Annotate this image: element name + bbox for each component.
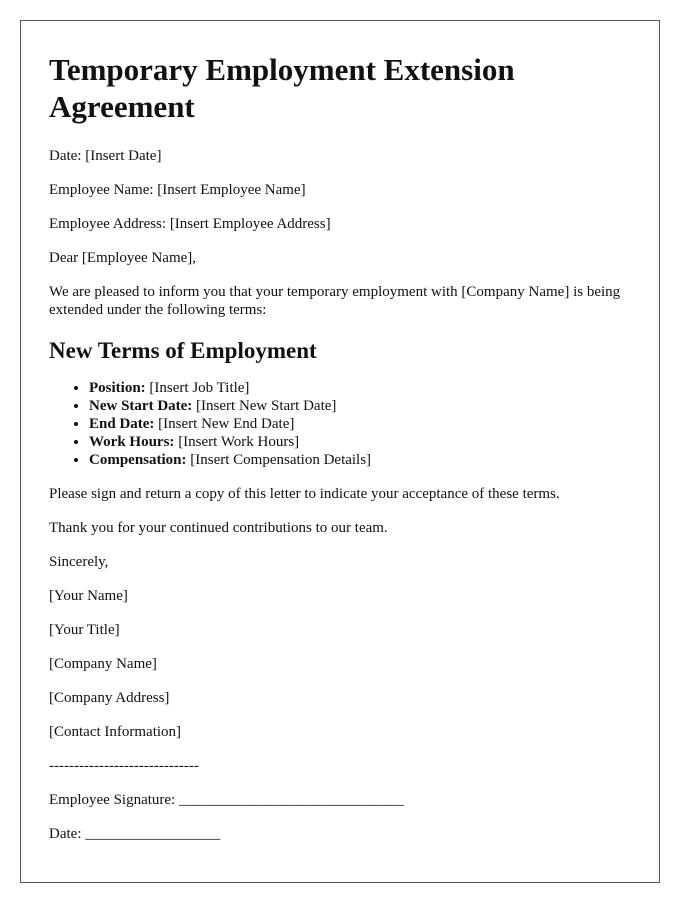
company-name: [Company Name]: [49, 656, 157, 672]
section-heading: New Terms of Employment: [49, 338, 317, 363]
thanks-line: Thank you for your continued contributions to our team.: [49, 520, 388, 536]
employee-name-line: Employee Name: [Insert Employee Name]: [49, 182, 306, 198]
term-value: [Insert Compensation Details]: [186, 452, 372, 468]
employee-signature-line: Employee Signature: ______________________________: [49, 792, 404, 808]
signature-date-line: Date: __________________: [49, 826, 221, 842]
sign-request: Please sign and return a copy of this letter to indicate your acceptance of these terms.: [49, 486, 560, 502]
sender-name: [Your Name]: [49, 588, 128, 604]
closing: Sincerely,: [49, 554, 109, 570]
list-item: [89, 379, 631, 397]
company-address: [Company Address]: [49, 690, 170, 706]
contact-information: [Contact Information]: [49, 724, 182, 740]
intro-paragraph: We are pleased to inform you that your temporary employment with [Company Name] is being extended under the following terms:: [49, 284, 621, 318]
term-label: Position:: [89, 380, 146, 396]
term-value: [Insert Job Title]: [145, 380, 250, 396]
list-item: [89, 433, 631, 451]
term-label: Compensation:: [89, 452, 187, 468]
term-value: [Insert New Start Date]: [192, 398, 337, 414]
document-title: Temporary Employment Extension Agreement: [49, 52, 515, 124]
term-value: [Insert New End Date]: [154, 416, 295, 432]
list-item: [89, 397, 631, 415]
list-item: [89, 415, 631, 433]
sender-title: [Your Title]: [49, 622, 120, 638]
salutation: Dear [Employee Name],: [49, 250, 197, 266]
letter-page: [20, 20, 660, 883]
term-label: End Date:: [89, 416, 155, 432]
employee-address-line: Employee Address: [Insert Employee Address]: [49, 216, 331, 232]
date-line: Date: [Insert Date]: [49, 148, 162, 164]
term-value: [Insert Work Hours]: [174, 434, 300, 450]
term-label: Work Hours:: [89, 434, 175, 450]
separator-line: ------------------------------: [49, 758, 199, 774]
terms-list: [49, 379, 631, 469]
term-label: New Start Date:: [89, 398, 193, 414]
list-item: [89, 451, 631, 469]
